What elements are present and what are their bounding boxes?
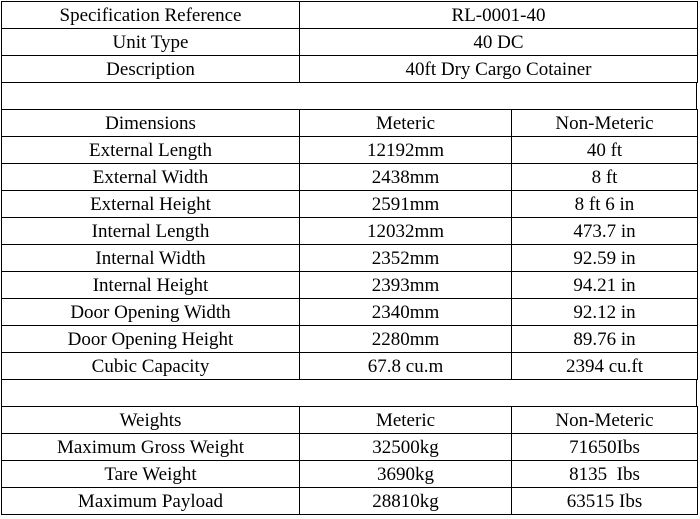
- non-metric-value: 473.7 in: [512, 218, 698, 245]
- weights-table: [1, 406, 698, 515]
- metric-value: 32500kg: [300, 434, 512, 461]
- metric-value: 2393mm: [300, 272, 512, 299]
- non-metric-value: 8 ft 6 in: [512, 191, 698, 218]
- table-row: [2, 326, 698, 353]
- spec-label: Specification Reference: [2, 2, 300, 29]
- metric-value: 2280mm: [300, 326, 512, 353]
- metric-value: 67.8 cu.m: [300, 353, 512, 380]
- dimension-label: External Height: [2, 191, 300, 218]
- non-metric-value: 71650Ibs: [512, 434, 698, 461]
- metric-value: 28810kg: [300, 488, 512, 515]
- spec-value: RL-0001-40: [300, 2, 698, 29]
- table-row: [2, 29, 698, 56]
- spec-value: 40ft Dry Cargo Cotainer: [300, 56, 698, 83]
- dimension-label: External Length: [2, 137, 300, 164]
- table-row: [2, 488, 698, 515]
- non-metric-value: 40 ft: [512, 137, 698, 164]
- column-header: Weights: [2, 407, 300, 434]
- specification-table: [1, 1, 698, 83]
- table-spacer: [1, 83, 697, 110]
- weight-label: Maximum Payload: [2, 488, 300, 515]
- table-row: [2, 434, 698, 461]
- table-row: [2, 299, 698, 326]
- column-header: Non-Meteric: [512, 110, 698, 137]
- spec-label: Description: [2, 56, 300, 83]
- dimension-label: Cubic Capacity: [2, 353, 300, 380]
- metric-value: 3690kg: [300, 461, 512, 488]
- metric-value: 12032mm: [300, 218, 512, 245]
- spec-label: Unit Type: [2, 29, 300, 56]
- table-row: [2, 164, 698, 191]
- table-row: [2, 137, 698, 164]
- dimension-label: External Width: [2, 164, 300, 191]
- table-row: [2, 353, 698, 380]
- dimension-label: Door Opening Width: [2, 299, 300, 326]
- column-header: Non-Meteric: [512, 407, 698, 434]
- weight-label: Tare Weight: [2, 461, 300, 488]
- non-metric-value: 92.59 in: [512, 245, 698, 272]
- metric-value: 2438mm: [300, 164, 512, 191]
- dimension-label: Internal Width: [2, 245, 300, 272]
- table-row: [2, 2, 698, 29]
- non-metric-value: 2394 cu.ft: [512, 353, 698, 380]
- metric-value: 2352mm: [300, 245, 512, 272]
- weight-label: Maximum Gross Weight: [2, 434, 300, 461]
- table-row: [2, 218, 698, 245]
- column-header: Meteric: [300, 110, 512, 137]
- table-row: [2, 272, 698, 299]
- table-spacer: [1, 380, 697, 407]
- non-metric-value: 92.12 in: [512, 299, 698, 326]
- non-metric-value: 8135 Ibs: [512, 461, 698, 488]
- metric-value: 2340mm: [300, 299, 512, 326]
- table-row: [2, 56, 698, 83]
- column-header: Dimensions: [2, 110, 300, 137]
- non-metric-value: 94.21 in: [512, 272, 698, 299]
- table-row: [2, 191, 698, 218]
- table-row: [2, 245, 698, 272]
- dimensions-table: [1, 109, 698, 380]
- column-header: Meteric: [300, 407, 512, 434]
- table-row: [2, 461, 698, 488]
- non-metric-value: 89.76 in: [512, 326, 698, 353]
- dimension-label: Internal Length: [2, 218, 300, 245]
- dimension-label: Door Opening Height: [2, 326, 300, 353]
- metric-value: 12192mm: [300, 137, 512, 164]
- non-metric-value: 63515 Ibs: [512, 488, 698, 515]
- dimension-label: Internal Height: [2, 272, 300, 299]
- metric-value: 2591mm: [300, 191, 512, 218]
- table-header-row: [2, 110, 698, 137]
- non-metric-value: 8 ft: [512, 164, 698, 191]
- table-header-row: [2, 407, 698, 434]
- spec-value: 40 DC: [300, 29, 698, 56]
